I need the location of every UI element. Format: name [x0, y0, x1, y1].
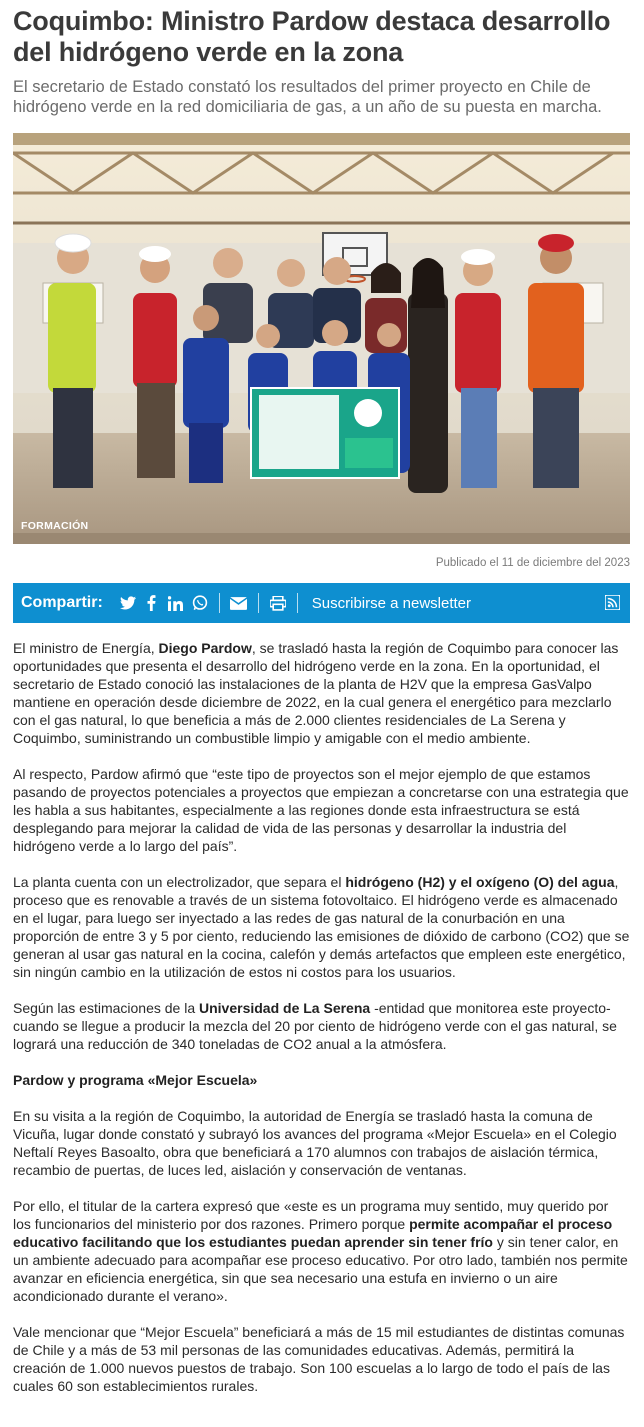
article-body [13, 639, 630, 1413]
published-date: Publicado el 11 de diciembre del 2023 [435, 557, 630, 569]
share-divider [258, 593, 259, 613]
paragraph: En su visita a la región de Coquimbo, la autoridad de Energía se trasladó hasta la comuna de Vicuña, lugar donde constató y subrayó los avances del programa «Mejor Escuela» en el Colegio Neftalí Reyes Basoalto, obra que beneficiará a 170 alumnos con trabajos de aislación térmica, recambio de puertas, de luces led, aislación y conservación de ventanas. [13, 1108, 617, 1178]
paragraph: La planta cuenta con un electrolizador, que separa el hidrógeno (H2) y el oxígeno (O) del agua, proceso que es renovable a través de un sistema fotovoltaico. El hidrógeno verde es almacenado en el lugar, para luego ser inyectado a las redes de gas natural de la conurbación en una proporción de entre 3 y 5 por ciento, reduciendo las emisiones de dióxido de carbono (CO2) que se generan al usar gas natural en la cocina, calefón y demás artefactos que empleen este energético, sin ningún cambio en la utilización de estos ni costos para los usuarios. [13, 874, 630, 980]
paragraph: El ministro de Energía, Diego Pardow, se trasladó hasta la región de Coquimbo para conocer las oportunidades que presenta el desarrollo del hidrógeno verde en la zona. En la oportunidad, el secretario de Estado conoció las instalaciones de la planta de H2V que la empresa GasValpo mantiene en operación desde diciembre de 2022, en la cual genera el energético para mezclarlo con el gas natural, lo que beneficia a más de 2.000 clientes residenciales de La Serena y Coquimbo, suministrando un combustible limpio y amigable con el medio ambiente. [13, 640, 619, 746]
share-divider [297, 593, 298, 613]
subheading: Pardow y programa «Mejor Escuela» [13, 1072, 258, 1088]
facebook-icon[interactable] [143, 594, 161, 612]
bold-text: Universidad de La Serena [199, 1000, 371, 1016]
print-icon[interactable] [269, 594, 287, 612]
twitter-icon[interactable] [119, 594, 137, 612]
email-icon[interactable] [230, 594, 248, 612]
article-photo [13, 133, 630, 544]
rss-icon[interactable] [605, 595, 621, 611]
paragraph: Según las estimaciones de la Universidad de La Serena -entidad que monitorea este proyecto- cuando se llegue a producir la mezcla del 20 por ciento de hidrógeno verde con el gas natural, se logrará una reducción de 340 toneladas de CO2 anual a la atmósfera. [13, 1000, 617, 1052]
whatsapp-icon[interactable] [191, 594, 209, 612]
paragraph: Al respecto, Pardow afirmó que “este tipo de proyectos son el mejor ejemplo de que estamos pasando de proyectos potenciales a proyectos que empiezan a concretarse con una estrategia que les habla a sus habitantes, especialmente a las regiones donde esta infraestructura se está desplegando para mejorar la calidad de vida de las personas y desarrollar la industria del hidrógeno verde a lo largo del país”. [13, 766, 629, 854]
article-title: Coquimbo: Ministro Pardow destaca desarrollo del hidrógeno verde en la zona [13, 6, 611, 67]
share-bar [13, 583, 630, 623]
bold-text: hidrógeno (H2) y el oxígeno (O) del agua [345, 874, 615, 890]
share-divider [219, 593, 220, 613]
photo-caption: FORMACIÓN [21, 520, 89, 532]
newsletter-link[interactable]: Suscribirse a newsletter [311, 594, 472, 612]
paragraph: Por ello, el titular de la cartera expresó que «este es un programa muy sentido, muy querido por los funcionarios del ministerio por dos razones. Primero porque permite acompañar el proceso educativo facilitando que los estudiantes puedan aprender sin tener frío y sin tener calor, en un ambiente adecuado para acompañar ese proceso educativo. Por otro lado, también nos permite avanzar en eficiencia energética, sin que sea necesario una estufa en invierno o un aire acondicionado durante el verano». [13, 1198, 628, 1304]
share-label: Compartir: [21, 594, 103, 611]
linkedin-icon[interactable] [167, 594, 185, 612]
paragraph: Vale mencionar que “Mejor Escuela” beneficiará a más de 15 mil estudiantes de distintas comunas de Chile y a más de 53 mil personas de las comunidades educativas. Además, permitirá la creación de 1.000 nuevos puestos de trabajo. Son 100 escuelas a lo largo de todo el país de las cuales 60 son establecimientos rurales. [13, 1324, 625, 1394]
article-lead: El secretario de Estado constató los resultados del primer proyecto en Chile de hidrógeno verde en la red domiciliaria de gas, a un año de su puesta en marcha. [13, 78, 602, 116]
group-photo-illustration [13, 133, 630, 544]
bold-text: Diego Pardow [158, 640, 252, 656]
bold-text: permite acompañar el proceso educativo facilitando que los estudiantes puedan aprender sin tener frío [13, 1216, 613, 1250]
